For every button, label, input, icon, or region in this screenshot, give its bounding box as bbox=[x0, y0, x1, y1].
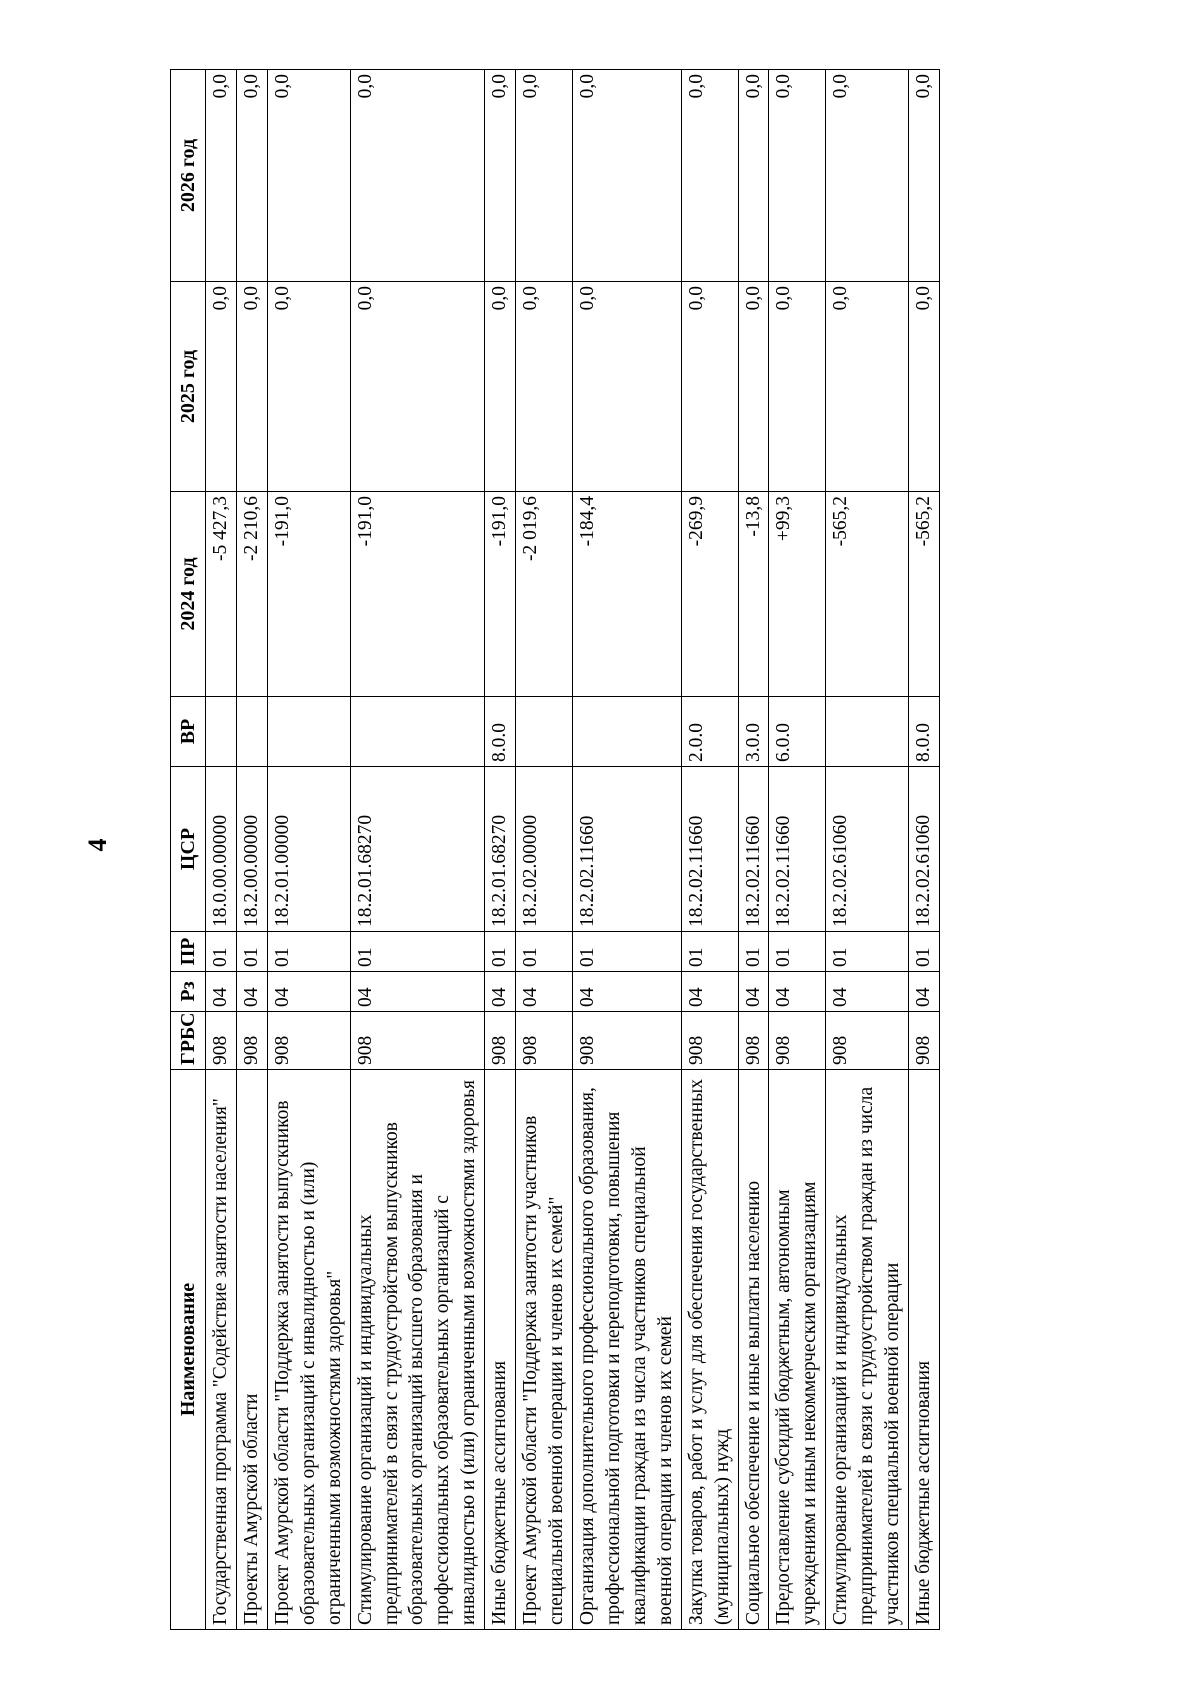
cell-2026: 0,0 bbox=[769, 70, 826, 282]
cell-2026: 0,0 bbox=[909, 70, 940, 282]
cell-2026: 0,0 bbox=[681, 70, 738, 282]
header-grbs: ГРБС bbox=[171, 1012, 206, 1070]
cell-2024: +99,3 bbox=[769, 492, 826, 697]
cell-rz: 04 bbox=[267, 972, 350, 1012]
cell-rz: 04 bbox=[909, 972, 940, 1012]
cell-vr: 8.0.0 bbox=[485, 697, 516, 767]
cell-vr bbox=[206, 697, 237, 767]
budget-table bbox=[170, 69, 940, 1630]
table-row bbox=[572, 70, 681, 1630]
cell-grbs: 908 bbox=[516, 1012, 573, 1070]
cell-vr bbox=[267, 697, 350, 767]
cell-name: Закупка товаров, работ и услуг для обеспечения государственных (муниципальных) нужд bbox=[681, 1070, 738, 1630]
cell-2025: 0,0 bbox=[738, 282, 769, 492]
cell-csr: 18.2.02.11660 bbox=[769, 767, 826, 932]
cell-csr: 18.2.01.00000 bbox=[267, 767, 350, 932]
cell-pr: 01 bbox=[236, 932, 267, 972]
cell-grbs: 908 bbox=[769, 1012, 826, 1070]
cell-pr: 01 bbox=[572, 932, 681, 972]
cell-2025: 0,0 bbox=[681, 282, 738, 492]
cell-pr: 01 bbox=[350, 932, 485, 972]
cell-pr: 01 bbox=[206, 932, 237, 972]
cell-rz: 04 bbox=[769, 972, 826, 1012]
cell-csr: 18.2.00.00000 bbox=[236, 767, 267, 932]
cell-vr bbox=[826, 697, 909, 767]
cell-grbs: 908 bbox=[236, 1012, 267, 1070]
cell-rz: 04 bbox=[681, 972, 738, 1012]
cell-2026: 0,0 bbox=[826, 70, 909, 282]
cell-grbs: 908 bbox=[267, 1012, 350, 1070]
cell-2026: 0,0 bbox=[738, 70, 769, 282]
cell-2024: -184,4 bbox=[572, 492, 681, 697]
cell-grbs: 908 bbox=[572, 1012, 681, 1070]
cell-rz: 04 bbox=[738, 972, 769, 1012]
budget-table-container bbox=[170, 70, 1070, 1630]
cell-2024: -269,9 bbox=[681, 492, 738, 697]
cell-2025: 0,0 bbox=[572, 282, 681, 492]
table-row bbox=[206, 70, 237, 1630]
cell-2025: 0,0 bbox=[267, 282, 350, 492]
cell-2026: 0,0 bbox=[206, 70, 237, 282]
cell-vr: 3.0.0 bbox=[738, 697, 769, 767]
cell-pr: 01 bbox=[909, 932, 940, 972]
table-row bbox=[769, 70, 826, 1630]
cell-name: Государственная программа "Содействие занятости населения" bbox=[206, 1070, 237, 1630]
table-row bbox=[738, 70, 769, 1630]
cell-2026: 0,0 bbox=[572, 70, 681, 282]
table-row bbox=[516, 70, 573, 1630]
cell-vr: 8.0.0 bbox=[909, 697, 940, 767]
cell-csr: 18.0.00.00000 bbox=[206, 767, 237, 932]
cell-vr bbox=[350, 697, 485, 767]
cell-grbs: 908 bbox=[206, 1012, 237, 1070]
header-name: Наименование bbox=[171, 1070, 206, 1630]
table-row bbox=[909, 70, 940, 1630]
table-row bbox=[826, 70, 909, 1630]
cell-name: Иные бюджетные ассигнования bbox=[485, 1070, 516, 1630]
cell-name: Социальное обеспечение и иные выплаты населению bbox=[738, 1070, 769, 1630]
cell-2024: -191,0 bbox=[267, 492, 350, 697]
table-row bbox=[681, 70, 738, 1630]
cell-vr bbox=[516, 697, 573, 767]
cell-rz: 04 bbox=[826, 972, 909, 1012]
cell-2024: -13,8 bbox=[738, 492, 769, 697]
table-row bbox=[236, 70, 267, 1630]
cell-vr bbox=[236, 697, 267, 767]
cell-2024: -565,2 bbox=[909, 492, 940, 697]
cell-2024: -2 210,6 bbox=[236, 492, 267, 697]
cell-2026: 0,0 bbox=[516, 70, 573, 282]
cell-2026: 0,0 bbox=[236, 70, 267, 282]
cell-grbs: 908 bbox=[681, 1012, 738, 1070]
cell-vr: 6.0.0 bbox=[769, 697, 826, 767]
cell-name: Проекты Амурской области bbox=[236, 1070, 267, 1630]
cell-pr: 01 bbox=[826, 932, 909, 972]
header-2024: 2024 год bbox=[171, 492, 206, 697]
table-row bbox=[267, 70, 350, 1630]
cell-rz: 04 bbox=[350, 972, 485, 1012]
cell-2026: 0,0 bbox=[485, 70, 516, 282]
header-2025: 2025 год bbox=[171, 282, 206, 492]
cell-rz: 04 bbox=[572, 972, 681, 1012]
cell-pr: 01 bbox=[516, 932, 573, 972]
cell-name: Проект Амурской области "Поддержка занятости участников специальной военной операции и членов их семей" bbox=[516, 1070, 573, 1630]
cell-2025: 0,0 bbox=[516, 282, 573, 492]
cell-name: Иные бюджетные ассигнования bbox=[909, 1070, 940, 1630]
cell-name: Организация дополнительного профессионального образования, профессиональной подготовки и переподготовки, повышения квалификации граждан из числа участников специальной военной операции и членов их семей bbox=[572, 1070, 681, 1630]
cell-grbs: 908 bbox=[485, 1012, 516, 1070]
header-pr: ПР bbox=[171, 932, 206, 972]
cell-csr: 18.2.02.61060 bbox=[909, 767, 940, 932]
cell-grbs: 908 bbox=[909, 1012, 940, 1070]
cell-pr: 01 bbox=[485, 932, 516, 972]
cell-csr: 18.2.02.61060 bbox=[826, 767, 909, 932]
cell-csr: 18.2.02.11660 bbox=[681, 767, 738, 932]
cell-2024: -565,2 bbox=[826, 492, 909, 697]
cell-csr: 18.2.02.11660 bbox=[738, 767, 769, 932]
cell-pr: 01 bbox=[769, 932, 826, 972]
header-2026: 2026 год bbox=[171, 70, 206, 282]
cell-pr: 01 bbox=[267, 932, 350, 972]
cell-2026: 0,0 bbox=[267, 70, 350, 282]
cell-csr: 18.2.02.00000 bbox=[516, 767, 573, 932]
table-row bbox=[350, 70, 485, 1630]
table-row bbox=[485, 70, 516, 1630]
cell-2024: -191,0 bbox=[485, 492, 516, 697]
cell-2025: 0,0 bbox=[909, 282, 940, 492]
cell-name: Стимулирование организаций и индивидуальных предпринимателей в связи с трудоустройством выпускников образовательных организаций высшего образования и профессиональных образовательных организаций с инвалидностью и (или) ограниченными возможностями здоровья bbox=[350, 1070, 485, 1630]
cell-2025: 0,0 bbox=[350, 282, 485, 492]
cell-2026: 0,0 bbox=[350, 70, 485, 282]
cell-2025: 0,0 bbox=[769, 282, 826, 492]
table-header-row bbox=[171, 70, 206, 1630]
cell-vr: 2.0.0 bbox=[681, 697, 738, 767]
cell-name: Стимулирование организаций и индивидуальных предпринимателей в связи с трудоустройством граждан из числа участников специальной военной операции bbox=[826, 1070, 909, 1630]
cell-pr: 01 bbox=[738, 932, 769, 972]
cell-csr: 18.2.01.68270 bbox=[350, 767, 485, 932]
cell-grbs: 908 bbox=[738, 1012, 769, 1070]
cell-2025: 0,0 bbox=[485, 282, 516, 492]
cell-2025: 0,0 bbox=[206, 282, 237, 492]
cell-csr: 18.2.02.11660 bbox=[572, 767, 681, 932]
cell-pr: 01 bbox=[681, 932, 738, 972]
cell-csr: 18.2.01.68270 bbox=[485, 767, 516, 932]
cell-rz: 04 bbox=[206, 972, 237, 1012]
cell-2024: -5 427,3 bbox=[206, 492, 237, 697]
header-csr: ЦСР bbox=[171, 767, 206, 932]
cell-rz: 04 bbox=[236, 972, 267, 1012]
header-vr: ВР bbox=[171, 697, 206, 767]
cell-grbs: 908 bbox=[350, 1012, 485, 1070]
page-number: 4 bbox=[83, 838, 112, 852]
cell-name: Предоставление субсидий бюджетным, автономным учреждениям и иным некоммерческим организациям bbox=[769, 1070, 826, 1630]
cell-name: Проект Амурской области "Поддержка занятости выпускников образовательных организаций с инвалидностью и (или) ограниченными возможностями здоровья" bbox=[267, 1070, 350, 1630]
cell-2024: -2 019,6 bbox=[516, 492, 573, 697]
cell-2024: -191,0 bbox=[350, 492, 485, 697]
cell-vr bbox=[572, 697, 681, 767]
cell-grbs: 908 bbox=[826, 1012, 909, 1070]
header-rz: Рз bbox=[171, 972, 206, 1012]
cell-2025: 0,0 bbox=[826, 282, 909, 492]
cell-rz: 04 bbox=[485, 972, 516, 1012]
cell-2025: 0,0 bbox=[236, 282, 267, 492]
cell-rz: 04 bbox=[516, 972, 573, 1012]
